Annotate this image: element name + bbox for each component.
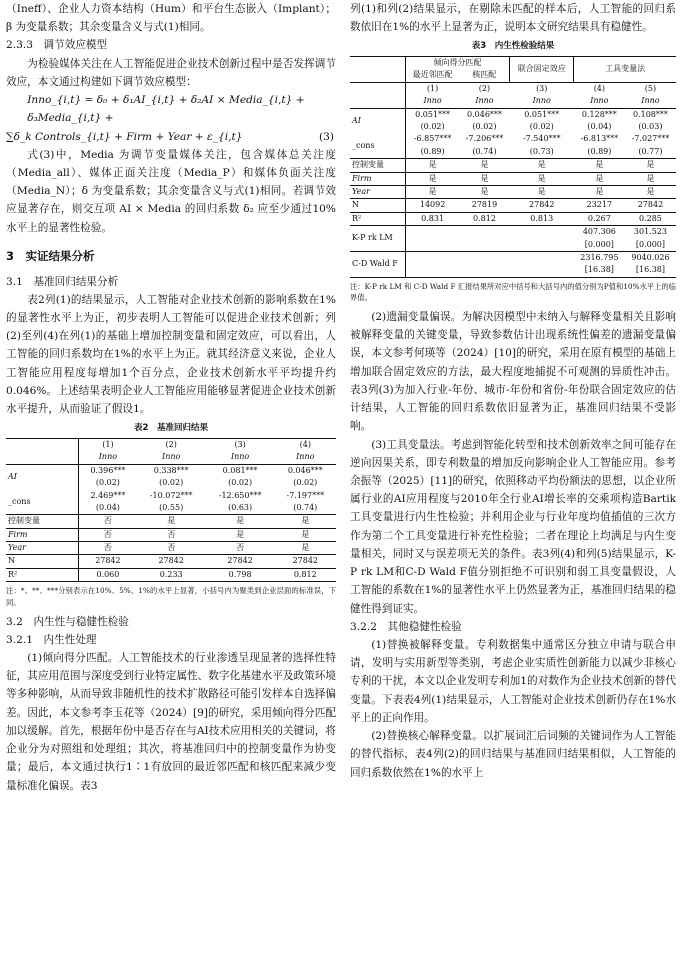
paragraph-moderation-intro: 为检验媒体关注在人工智能促进企业技术创新过程中是否发挥调节效应，本文通过构建如下调节效应模型： — [6, 57, 336, 88]
t3-r2-4: 0.267 — [587, 213, 611, 223]
t3-firm-2: 是 — [480, 173, 489, 183]
t2-cons-4: -7.197*** — [286, 490, 325, 500]
t2-col-3: (3) — [234, 439, 246, 449]
paragraph-replace-dependent: (1)替换被解释变量。专利数据集中通常区分独立申请与联合申请，发明与实用新型等类别，考虑企业实质性创新能力以减少非核心专利的干扰，本文以企业发明专利加1的对数作为企业技术创新的替代变量。下表表4列(1)结果显示，人工智能对企业技术创新仍存在1%水平上的正向作用。 — [350, 638, 676, 724]
t3-ctrl-label: 控制变量 — [350, 159, 405, 172]
t3-cons-1: -6.857*** — [413, 134, 452, 144]
t2-firm-label: Firm — [8, 529, 28, 539]
t3-r2-2: 0.812 — [473, 213, 496, 223]
t3-ai-3: 0.051*** — [524, 109, 560, 119]
t3-ai-2: 0.046*** — [467, 109, 502, 119]
t3-ctrl-2: 是 — [480, 160, 489, 170]
t3-firm-1: 是 — [428, 173, 437, 183]
t3-dep-3: Inno — [532, 96, 551, 106]
t2-year-1: 否 — [103, 543, 112, 553]
t3-col-4: (4) — [593, 83, 606, 93]
t2-cons-label: _cons — [6, 490, 79, 515]
t2-cons-se-3: (0.63) — [228, 502, 253, 512]
t2-r2-4: 0.812 — [293, 569, 317, 579]
t2-r2-2: 0.233 — [159, 569, 183, 579]
t2-cons-se-1: (0.04) — [95, 502, 120, 512]
t3-cons-2: -7.206*** — [465, 134, 504, 144]
t3-ai-label: AI — [352, 115, 361, 125]
t3-r2-label: R² — [350, 212, 405, 225]
t2-ctrl-3: 是 — [236, 516, 245, 526]
t2-ai-se-4: (0.02) — [293, 478, 318, 488]
paragraph-psm: (1)倾向得分匹配。人工智能技术的行业渗透呈现显著的选择性特征，其应用范围与深度受到行业特定属性、数字化基建水平及政策环境等多种影响，从而导致非随机性的技术扩散路径可能引发样本自选择偏差。因此，本文参考李玉花等（2024）[9]的研究，采用倾向得分匹配加以缓解。首先，根据年份中是否存在与AI技术应用相关的关键词，将企业分为对照组和处理组；其次，将基准回归中的控制变量作为协变量；最后，本文通过执行1∶1有放回的最近邻匹配和核匹配来减少变量标准化偏误。表3 — [6, 652, 336, 792]
t3-firm-4: 是 — [595, 173, 604, 183]
table-2-caption: 表2 基准回归结果 — [134, 423, 208, 434]
t2-cons-se-2: (0.55) — [159, 502, 184, 512]
t3-ai-se-5: (0.03) — [638, 122, 663, 131]
paragraph-continuation: （Ineff）、企业人力资本结构（Hum）和平台生态嵌入（Implant）；β 为变量系数；其余变量含义与式(1)相同。 — [6, 3, 336, 34]
t3-ai-se-3: (0.02) — [529, 122, 554, 131]
section-heading-3-2-1: 3.2.1 内生性处理 — [6, 633, 97, 646]
t3-cons-se-2: (0.74) — [472, 146, 497, 156]
t3-n-1: 14092 — [419, 200, 446, 210]
t3-ctrl-4: 是 — [595, 160, 604, 170]
t3-firm-label: Firm — [352, 173, 372, 183]
t2-ctrl-4: 是 — [301, 516, 310, 526]
t3-col-2: (2) — [478, 83, 491, 93]
t2-ai-3: 0.081*** — [222, 465, 258, 475]
t3-firm-5: 是 — [646, 173, 655, 183]
t3-year-label: Year — [352, 186, 370, 196]
t3-group-iv: 工具变量法 — [605, 64, 646, 74]
t3-cd-p-4: [16.38] — [584, 265, 614, 275]
t2-ai-se-2: (0.02) — [159, 478, 184, 488]
t2-n-label: N — [6, 555, 79, 568]
t3-n-label: N — [350, 199, 405, 212]
t2-year-label: Year — [8, 543, 26, 553]
t2-col-2: (2) — [165, 439, 177, 449]
equation-3 — [6, 91, 336, 146]
t3-year-1: 是 — [428, 186, 437, 196]
t3-col-5: (5) — [644, 83, 657, 93]
paragraph-omitted-variable: (2)遗漏变量偏误。为解决因模型中未纳入与解释变量相关且影响被解释变量的关键变量，导致参数估计出现系统性偏差的遗漏变量偏误，本文参考何瑛等（2024）[10]的研究，采用在原有模型的基础上增加联合固定效应的方法，最大程度地捕捉不可观测的异质性冲击。表3列(3)为加入行业-年份、城市-年份和省份-年份联合固定效应的估计结果，人工智能的回归系数依旧显著为正，基准回归结果不受影响。 — [350, 311, 676, 433]
t2-dep-4: Inno — [296, 452, 315, 462]
t2-n-4: 27842 — [292, 556, 319, 566]
paragraph-equation-explanation: 式(3)中，Media 为调节变量媒体关注，包含媒体总关注度（Media_all）、媒体正面关注度（Media_P）和媒体负面关注度（Media_N）；δ 为变量系数；其余变量含义与式(1)相同。若调节效应显著存在，则交互项 AI × Media 的回归系数 δ₂ 应至少通过10%水平上的显著性检验。 — [6, 148, 336, 234]
t3-ai-5: 0.108*** — [632, 109, 668, 119]
t3-r2-5: 0.285 — [638, 213, 662, 223]
t3-n-2: 27819 — [471, 200, 498, 210]
equation-line-2-text: ∑δ_k Controls_{i,t} + Firm + Year + ε_{i,t} — [6, 130, 243, 143]
table-3-note: 注：K-P rk LM 和 C-D Wald F 汇报结果所对应中括号和大括号内的值分别为P值和10%水平上的临界值。 — [350, 281, 676, 303]
t3-group-fe: 联合固定效应 — [510, 57, 574, 83]
paragraph-instrumental-variable: (3)工具变量法。考虑到智能化转型和技术创新效率之间可能存在逆向因果关系，即专利数量的增加反向影响企业人工智能应用。参考余振等（2025）[11]的研究，依照移动平均份额法的思想，以企业所属行业的AI应用程度与2010年全行业AI增长率的交乘项构造Bartik工具变量进行内生性检验；并利用企业与行业年度均值插值的三次方作为第二个工具变量进行补充性检验；二者在理论上均满足与内生变量相关，同时又与误差项无关的条件。表3列(4)和列(5)结果显示，K-P rk LM和C-D Wald F值分别拒绝不可识别和弱工具变量假设，人工智能的系数在1%的显著性水平上仍然显著为正，基准回归结果的稳健性得到证实。 — [350, 438, 676, 615]
t2-ctrl-2: 是 — [167, 516, 176, 526]
t3-n-5: 27842 — [637, 200, 664, 210]
t2-ctrl-label: 控制变量 — [6, 515, 79, 528]
t3-ai-se-4: (0.04) — [587, 122, 612, 131]
t2-n-1: 27842 — [95, 556, 121, 566]
section-heading-3-2-2: 3.2.2 其他稳健性检验 — [350, 620, 462, 633]
table-2-note: 注：*、**、***分别表示在10%、5%、1%的水平上显著，小括号内为聚类到企业层面的标准误，下同。 — [6, 586, 336, 607]
t2-cons-3: -12.650*** — [218, 490, 262, 500]
t3-cons-4: -6.813*** — [580, 134, 619, 144]
t3-kp-5: 301.523 — [633, 227, 667, 237]
t3-kp-p-4: [0.000] — [584, 239, 614, 249]
t3-cd-label: C-D Wald F — [350, 251, 405, 277]
t2-ctrl-1: 否 — [103, 516, 112, 526]
t2-r2-label: R² — [6, 568, 79, 581]
t2-cons-se-4: (0.74) — [293, 502, 318, 512]
t2-ai-se-3: (0.02) — [228, 478, 253, 488]
t3-ai-se-2: (0.02) — [472, 122, 497, 131]
t3-kp-4: 407.306 — [582, 227, 616, 237]
t3-r2-1: 0.831 — [421, 213, 445, 223]
t3-dep-1: Inno — [423, 96, 442, 106]
t3-year-3: 是 — [537, 186, 546, 196]
t3-ai-se-1: (0.02) — [420, 122, 445, 131]
t2-col-4: (4) — [299, 439, 311, 449]
paragraph-baseline: 表2列(1)的结果显示，人工智能对企业技术创新的影响系数在1%的显著性水平上为正，初步表明人工智能可以促进企业技术创新；列(2)至列(4)在列(1)的基础上增加控制变量和固定效应，可以看出，人工智能的回归系数均在1%的水平上为正。就其经济意义来说，企业人工智能应用程度每增加1个百分点，企业技术创新水平平均提升约0.046%。上述结果表明企业人工智能应用能够显著促进企业技术创新水平提升，从而验证了假设1。 — [6, 293, 336, 416]
left-column — [6, 0, 336, 795]
t3-sub-kernel: 核匹配 — [459, 69, 509, 82]
t3-r2-3: 0.813 — [530, 213, 554, 223]
t3-ai-4: 0.128*** — [581, 109, 617, 119]
right-column — [350, 0, 676, 782]
table-3-caption: 表3 内生性检验结果 — [471, 41, 555, 52]
t3-cons-label: _cons — [350, 133, 405, 158]
t2-ai-se-1: (0.02) — [95, 478, 120, 488]
t3-cons-se-5: (0.77) — [638, 146, 663, 156]
t3-cons-5: -7.027*** — [631, 134, 670, 144]
t3-dep-2: Inno — [475, 96, 494, 106]
t3-kp-p-5: [0.000] — [635, 239, 666, 249]
t3-n-4: 23217 — [586, 200, 613, 210]
t2-year-3: 否 — [236, 543, 245, 553]
t2-r2-3: 0.798 — [228, 569, 252, 579]
equation-number: (3) — [318, 130, 334, 143]
t3-year-4: 是 — [595, 186, 604, 196]
t3-ctrl-5: 是 — [646, 160, 655, 170]
t3-ctrl-1: 是 — [428, 160, 437, 170]
t2-year-4: 是 — [301, 543, 310, 553]
t2-firm-3: 是 — [236, 529, 245, 539]
t2-cons-2: -10.072*** — [149, 490, 193, 500]
paragraph-psm-continued: 列(1)和列(2)结果显示，在剔除未匹配的样本后，人工智能的回归系数依旧在1%的水平上显著为正，说明本文研究结果具有稳健性。 — [350, 3, 676, 34]
t2-ai-1: 0.396*** — [90, 465, 126, 475]
t2-dep-2: Inno — [162, 452, 181, 462]
equation-line-2 — [6, 128, 336, 146]
t2-firm-4: 是 — [301, 529, 310, 539]
t2-n-2: 27842 — [158, 556, 184, 566]
t2-n-3: 27842 — [227, 556, 253, 566]
t3-cd-p-5: [16.38] — [635, 265, 666, 275]
section-heading-3-1: 3.1 基准回归结果分析 — [6, 275, 119, 288]
t2-year-2: 否 — [167, 543, 176, 553]
t3-ctrl-3: 是 — [537, 160, 546, 170]
t3-cd-5: 9040.026 — [631, 252, 670, 262]
t2-ai-label: AI — [8, 471, 17, 481]
t3-dep-4: Inno — [590, 96, 609, 106]
t3-col-3: (3) — [536, 83, 548, 93]
t3-dep-5: Inno — [641, 96, 660, 106]
equation-line-1: Inno_{i,t} = δ₀ + δ₁AI_{i,t} + δ₂AI × Media_{i,t} + δ₃Media_{i,t} + — [27, 94, 305, 125]
section-heading-3: 3 实证结果分析 — [6, 248, 95, 263]
t3-year-2: 是 — [480, 186, 489, 196]
t2-dep-3: Inno — [230, 452, 250, 462]
t3-n-3: 27842 — [529, 200, 555, 210]
table-3 — [350, 56, 676, 278]
t3-year-5: 是 — [646, 186, 655, 196]
t2-col-1: (1) — [102, 439, 114, 449]
t2-r2-1: 0.060 — [96, 569, 120, 579]
t3-kp-label: K-P rk LM — [350, 226, 405, 252]
table-2 — [6, 438, 336, 582]
t2-dep-1: Inno — [98, 452, 118, 462]
t2-ai-2: 0.338*** — [153, 465, 189, 475]
t3-cd-4: 2316.795 — [580, 252, 619, 262]
t3-sub-nn: 最近邻匹配 — [412, 70, 453, 80]
t3-firm-3: 是 — [537, 173, 546, 183]
section-heading-3-2: 3.2 内生性与稳健性检验 — [6, 615, 129, 628]
t2-firm-1: 否 — [103, 529, 112, 539]
t3-group-psm: 倾向得分匹配 — [405, 57, 509, 70]
t2-ai-4: 0.046*** — [287, 465, 323, 475]
t3-cons-3: -7.540*** — [522, 134, 561, 144]
t2-cons-1: 2.469*** — [90, 490, 126, 500]
section-heading-2-3-3: 2.3.3 调节效应模型 — [6, 39, 108, 52]
t2-firm-2: 否 — [167, 529, 176, 539]
t3-cons-se-4: (0.89) — [587, 146, 612, 156]
paragraph-replace-core: (2)替换核心解释变量。以扩展词汇后词频的关键词作为人工智能的替代指标，表4列(2)的回归结果与基准回归结果相似，人工智能的回归系数依然在1%的水平上 — [350, 730, 676, 779]
t3-col-1: (1) — [426, 83, 439, 93]
t3-cons-se-1: (0.89) — [420, 146, 445, 156]
t3-cons-se-3: (0.73) — [529, 146, 554, 156]
t3-ai-1: 0.051*** — [415, 109, 451, 119]
